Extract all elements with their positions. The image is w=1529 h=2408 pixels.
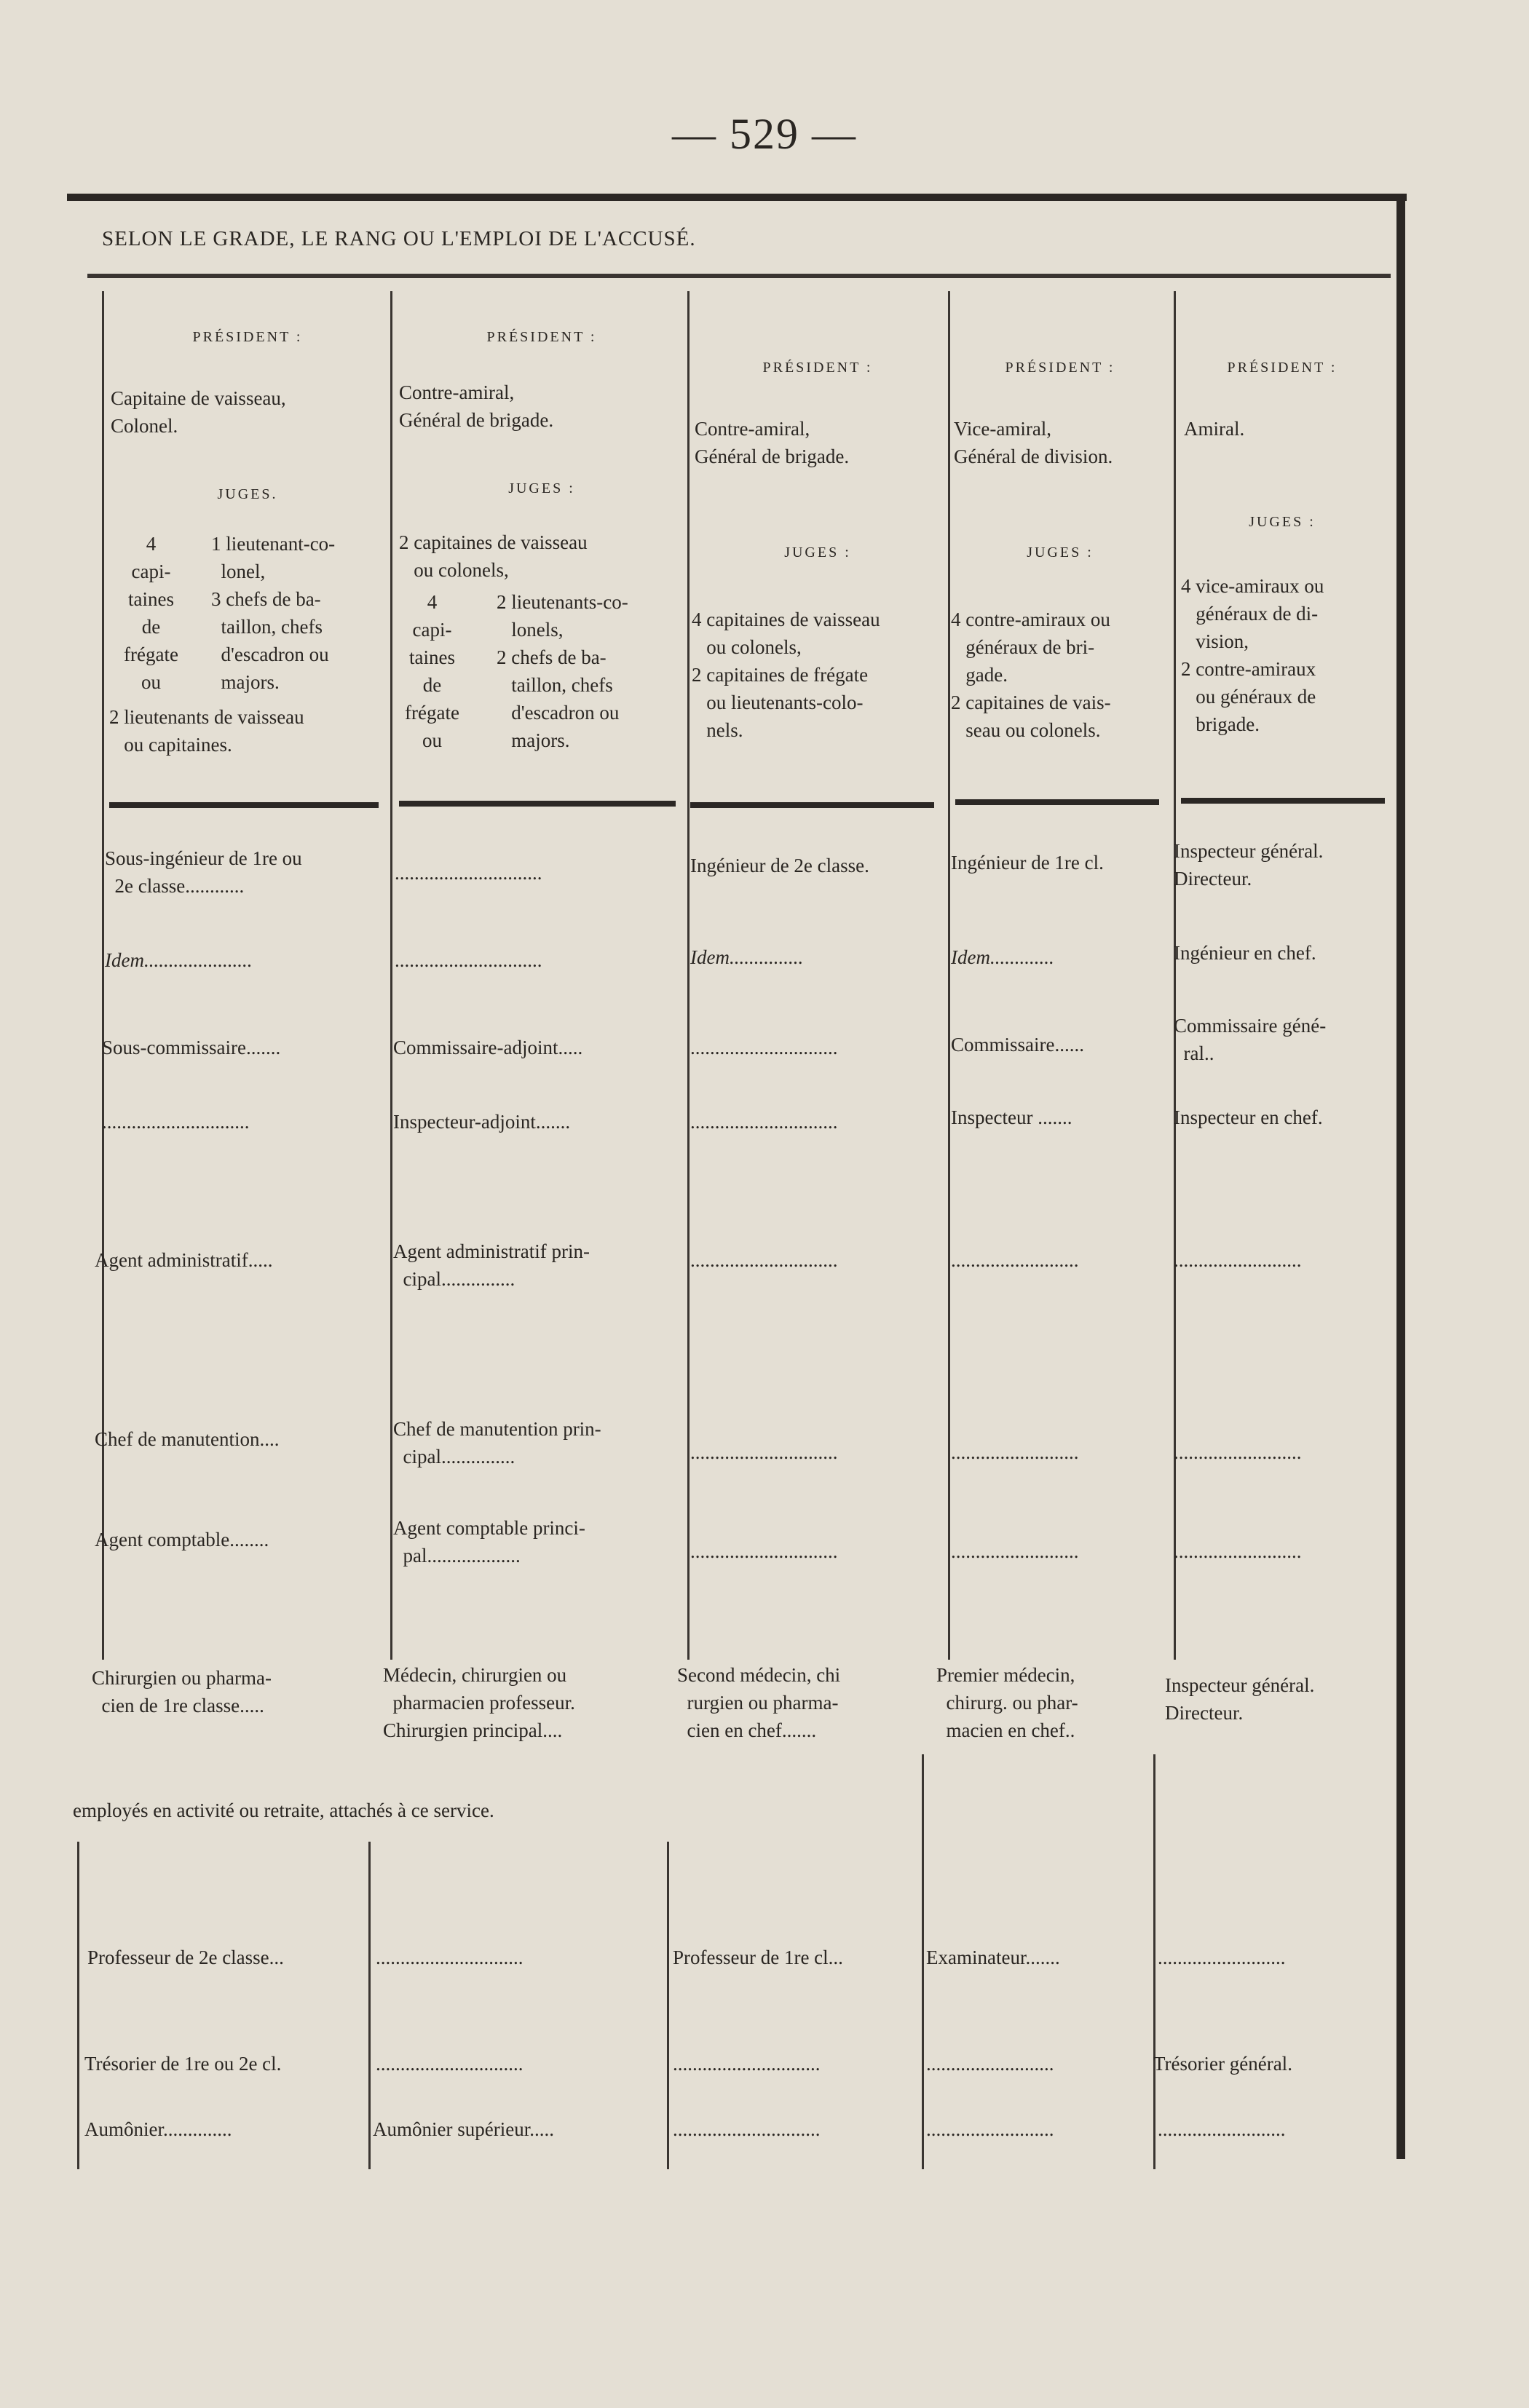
top-rule	[67, 194, 1407, 201]
row-4-col-2: Inspecteur-adjoint.......	[393, 1111, 571, 1133]
row2-1-col-3: Professeur de 1re cl...	[673, 1946, 843, 1968]
divider-lower-3	[922, 1754, 924, 2169]
row-2-col-5: Ingénieur en chef.	[1174, 942, 1316, 964]
row-7-col-2: Agent comptable princi- pal...................	[393, 1517, 585, 1567]
president-rank: Amiral.	[1184, 418, 1245, 440]
divider-lower-2	[667, 1842, 669, 2169]
row-1-col-4: Ingénieur de 1re cl.	[951, 852, 1104, 874]
divider-lower-4	[1153, 1754, 1155, 2169]
judges-list: 4 capitaines de vaisseau ou colonels, 2 capitaines de frégate ou lieutenants-colo- nels.	[692, 609, 880, 741]
row-3-col-1: Sous-commissaire.......	[102, 1037, 281, 1058]
column-bar	[399, 801, 676, 807]
judges-caption: JUGES :	[1027, 544, 1094, 561]
row-7-col-3: ..............................	[690, 1540, 838, 1562]
row2-2-col-5: Trésorier général.	[1153, 2053, 1292, 2075]
row2-1-col-5: ..........................	[1158, 1946, 1286, 1968]
row-1-col-1: Sous-ingénieur de 1re ou 2e classe............	[105, 847, 302, 897]
row2-2-col-2: ..............................	[376, 2053, 524, 2075]
divider-left	[102, 291, 104, 1660]
row-5-col-5: ..........................	[1174, 1249, 1302, 1271]
row2-3-col-4: ..........................	[926, 2118, 1054, 2140]
row-7-col-4: ..........................	[951, 1540, 1079, 1562]
row2-3-col-5: ..........................	[1158, 2118, 1286, 2140]
judges-list: 1 lieutenant-co- lonel, 3 chefs de ba- taillon, chefs d'escadron ou majors.	[211, 533, 336, 693]
president-caption: PRÉSIDENT :	[192, 329, 303, 345]
row-2-col-4: Idem.............	[951, 946, 1054, 968]
row-5-col-3: ..............................	[690, 1249, 838, 1271]
column-bar	[690, 802, 934, 808]
row-2-col-2: ..............................	[395, 949, 542, 971]
row2-2-col-1: Trésorier de 1re ou 2e cl.	[84, 2053, 282, 2075]
row-2-col-1: Idem......................	[105, 949, 253, 971]
row-8-col-2: Médecin, chirurgien ou pharmacien professeur. Chirurgien principal....	[383, 1664, 575, 1741]
president-caption: PRÉSIDENT :	[762, 360, 873, 376]
column-bar	[109, 802, 379, 808]
president-caption: PRÉSIDENT :	[486, 329, 597, 345]
right-border	[1396, 194, 1405, 2159]
row-6-col-5: ..........................	[1174, 1441, 1302, 1463]
row-4-col-1: ..............................	[102, 1111, 250, 1133]
president-caption: PRÉSIDENT :	[1005, 360, 1115, 376]
judges-list: 2 lieutenants-co- lonels, 2 chefs de ba- taillon, chefs d'escadron ou majors.	[497, 591, 628, 751]
heading-rule	[87, 274, 1391, 278]
president-caption: PRÉSIDENT :	[1227, 360, 1338, 376]
row2-2-col-3: ..............................	[673, 2053, 821, 2075]
row-4-col-5: Inspecteur en chef.	[1174, 1106, 1323, 1128]
divider-2	[687, 291, 690, 1660]
row-8-col-4: Premier médecin, chirurg. ou phar- macien en chef..	[936, 1664, 1078, 1741]
row-8-col-3: Second médecin, chi rurgien ou pharma- cien en chef.......	[677, 1664, 841, 1741]
row2-3-col-3: ..............................	[673, 2118, 821, 2140]
row-6-col-2: Chef de manutention prin- cipal...............	[393, 1418, 601, 1468]
judges-top: 2 capitaines de vaisseau ou colonels,	[399, 531, 588, 581]
row-8-col-5: Inspecteur général. Directeur.	[1165, 1674, 1315, 1724]
column-bar	[955, 799, 1159, 805]
row-8-col-1: Chirurgien ou pharma- cien de 1re classe.....	[92, 1667, 272, 1716]
row2-1-col-2: ..............................	[376, 1946, 524, 1968]
row2-1-col-1: Professeur de 2e classe...	[87, 1946, 284, 1968]
judges-lead: 4 capi- taines de frégate ou	[124, 533, 178, 693]
row-3-col-2: Commissaire-adjoint.....	[393, 1037, 583, 1058]
judges-list: 4 vice-amiraux ou généraux de di- vision, 2 contre-amiraux ou généraux de brigade.	[1181, 575, 1324, 735]
president-rank: Capitaine de vaisseau, Colonel.	[111, 387, 286, 437]
divider-lower-1	[368, 1842, 371, 2169]
row-3-col-4: Commissaire......	[951, 1034, 1084, 1056]
judges-list: 4 contre-amiraux ou généraux de bri- gade. 2 capitaines de vais- seau ou colonels.	[951, 609, 1111, 741]
judges-caption: JUGES :	[1249, 514, 1316, 530]
president-rank: Contre-amiral, Général de brigade.	[695, 418, 850, 467]
president-rank: Contre-amiral, Général de brigade.	[399, 381, 554, 431]
row2-2-col-4: ..........................	[926, 2053, 1054, 2075]
judges-extra: 2 lieutenants de vaisseau ou capitaines.	[109, 706, 304, 756]
judges-caption: JUGES.	[217, 486, 278, 502]
divider-3	[948, 291, 950, 1660]
row-1-col-5: Inspecteur général. Directeur.	[1174, 840, 1324, 890]
row-6-col-3: ..............................	[690, 1441, 838, 1463]
row-7-col-1: Agent comptable........	[95, 1529, 269, 1550]
row-6-col-1: Chef de manutention....	[95, 1428, 280, 1450]
row-2-col-3: Idem...............	[690, 946, 804, 968]
row2-3-col-1: Aumônier..............	[84, 2118, 232, 2140]
row-5-col-2: Agent administratif prin- cipal...............	[393, 1240, 590, 1290]
row-3-col-3: ..............................	[690, 1037, 838, 1058]
column-bar	[1181, 798, 1385, 804]
divider-lower-left	[77, 1842, 79, 2169]
judges-caption: JUGES :	[784, 544, 851, 561]
president-rank: Vice-amiral, Général de division.	[954, 418, 1113, 467]
page-number: — 529 —	[672, 110, 857, 158]
judges-lead: 4 capi- taines de frégate ou	[405, 591, 459, 751]
divider-1	[390, 291, 392, 1660]
row-1-col-3: Ingénieur de 2e classe.	[690, 855, 869, 876]
row-5-col-1: Agent administratif.....	[95, 1249, 273, 1271]
row-5-col-4: ..........................	[951, 1249, 1079, 1271]
section-note: employés en activité ou retraite, attachés à ce service.	[73, 1799, 494, 1821]
row2-1-col-4: Examinateur.......	[926, 1946, 1060, 1968]
table-heading: SELON LE GRADE, LE RANG OU L'EMPLOI DE L'ACCUSÉ.	[102, 227, 696, 250]
judges-caption: JUGES :	[508, 480, 575, 496]
row-7-col-5: ..........................	[1174, 1540, 1302, 1562]
row-1-col-2: ..............................	[395, 862, 542, 884]
row-3-col-5: Commissaire géné- ral..	[1174, 1015, 1327, 1064]
row-4-col-4: Inspecteur .......	[951, 1106, 1072, 1128]
row-4-col-3: ..............................	[690, 1111, 838, 1133]
row-6-col-4: ..........................	[951, 1441, 1079, 1463]
row2-3-col-2: Aumônier supérieur.....	[373, 2118, 554, 2140]
